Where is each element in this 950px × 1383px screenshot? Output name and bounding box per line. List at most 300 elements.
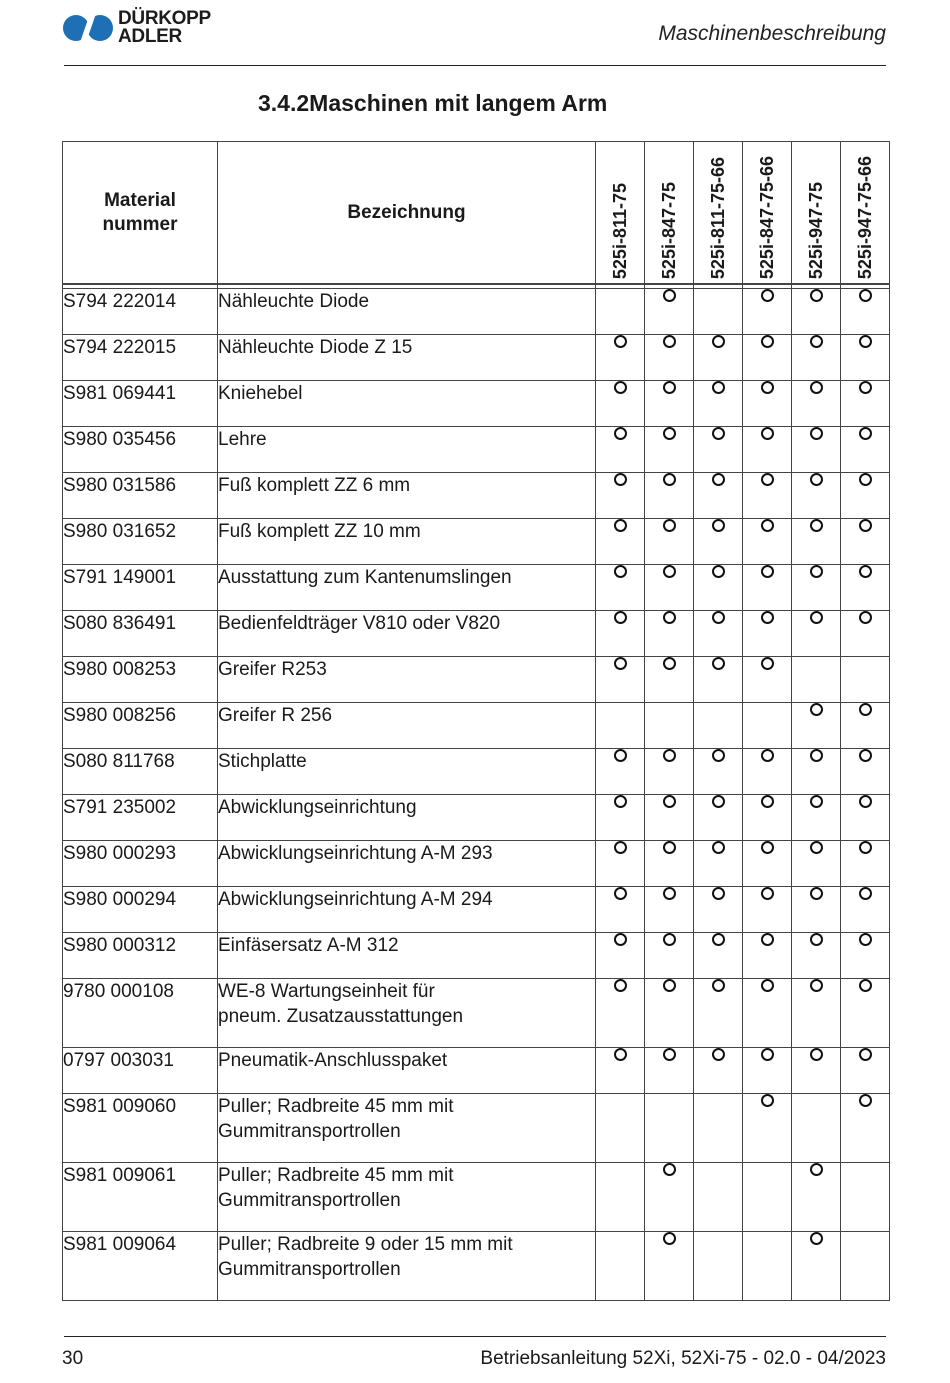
- material-number: S794 222014: [63, 289, 218, 335]
- availability-cell: [694, 1163, 743, 1232]
- availability-cell: [743, 1163, 792, 1232]
- material-number: S981 009064: [63, 1232, 218, 1301]
- availability-cell: [645, 381, 694, 427]
- availability-cell: [694, 703, 743, 749]
- availability-cell: [645, 887, 694, 933]
- availability-cell: [694, 381, 743, 427]
- availability-cell: [694, 933, 743, 979]
- availability-circle-icon: [712, 565, 725, 578]
- availability-cell: [743, 565, 792, 611]
- availability-circle-icon: [663, 611, 676, 624]
- part-description: Puller; Radbreite 9 oder 15 mm mit Gummitransportrollen: [218, 1232, 596, 1301]
- material-number: S980 031586: [63, 473, 218, 519]
- availability-circle-icon: [712, 381, 725, 394]
- availability-cell: [596, 565, 645, 611]
- table-row: [63, 887, 890, 933]
- availability-cell: [743, 427, 792, 473]
- availability-circle-icon: [859, 427, 872, 440]
- availability-circle-icon: [810, 979, 823, 992]
- material-number: S791 149001: [63, 565, 218, 611]
- availability-circle-icon: [859, 473, 872, 486]
- availability-circle-icon: [859, 1094, 872, 1107]
- availability-circle-icon: [810, 473, 823, 486]
- availability-cell: [596, 979, 645, 1048]
- availability-cell: [645, 427, 694, 473]
- table-row: [63, 1163, 890, 1232]
- availability-circle-icon: [859, 795, 872, 808]
- brand-logo-text: DÜRKOPP ADLER: [118, 8, 211, 47]
- availability-cell: [841, 795, 890, 841]
- table-header-row: [63, 142, 890, 285]
- availability-cell: [694, 289, 743, 335]
- part-description: Abwicklungseinrichtung A-M 293: [218, 841, 596, 887]
- availability-cell: [596, 289, 645, 335]
- part-description: Greifer R 256: [218, 703, 596, 749]
- availability-cell: [792, 565, 841, 611]
- availability-cell: [694, 657, 743, 703]
- availability-circle-icon: [859, 749, 872, 762]
- availability-circle-icon: [761, 289, 774, 302]
- machine-label: 525i-947-75: [806, 181, 826, 279]
- availability-cell: [596, 657, 645, 703]
- availability-cell: [841, 657, 890, 703]
- material-number: S791 235002: [63, 795, 218, 841]
- column-header-machine: [841, 142, 890, 285]
- table-row: [63, 381, 890, 427]
- material-number: S981 009061: [63, 1163, 218, 1232]
- availability-circle-icon: [810, 1048, 823, 1061]
- part-description: Nähleuchte Diode: [218, 289, 596, 335]
- part-description: Lehre: [218, 427, 596, 473]
- availability-cell: [743, 519, 792, 565]
- availability-cell: [841, 565, 890, 611]
- availability-circle-icon: [761, 933, 774, 946]
- availability-cell: [841, 381, 890, 427]
- column-header-bezeichnung: Bezeichnung: [218, 142, 596, 285]
- availability-circle-icon: [614, 381, 627, 394]
- availability-cell: [841, 611, 890, 657]
- availability-cell: [792, 979, 841, 1048]
- availability-cell: [792, 381, 841, 427]
- availability-cell: [841, 427, 890, 473]
- availability-circle-icon: [761, 611, 774, 624]
- availability-circle-icon: [761, 749, 774, 762]
- column-header-machine: [743, 142, 792, 285]
- availability-circle-icon: [712, 933, 725, 946]
- availability-cell: [841, 1048, 890, 1094]
- part-description: WE-8 Wartungseinheit für pneum. Zusatzausstattungen: [218, 979, 596, 1048]
- availability-cell: [694, 749, 743, 795]
- table-row: [63, 749, 890, 795]
- availability-circle-icon: [712, 427, 725, 440]
- part-description: Fuß komplett ZZ 6 mm: [218, 473, 596, 519]
- availability-circle-icon: [663, 289, 676, 302]
- availability-circle-icon: [859, 335, 872, 348]
- availability-circle-icon: [761, 1094, 774, 1107]
- availability-cell: [694, 795, 743, 841]
- part-description: Stichplatte: [218, 749, 596, 795]
- material-number: S980 008256: [63, 703, 218, 749]
- availability-circle-icon: [712, 979, 725, 992]
- availability-circle-icon: [663, 933, 676, 946]
- availability-cell: [792, 749, 841, 795]
- availability-circle-icon: [810, 335, 823, 348]
- availability-cell: [792, 1094, 841, 1163]
- availability-cell: [645, 1232, 694, 1301]
- availability-circle-icon: [663, 473, 676, 486]
- availability-cell: [743, 473, 792, 519]
- brand-logo: [62, 8, 232, 50]
- availability-circle-icon: [859, 289, 872, 302]
- machine-label: 525i-811-75: [610, 182, 630, 279]
- availability-circle-icon: [859, 887, 872, 900]
- column-header-machine: [645, 142, 694, 285]
- table-row: [63, 1094, 890, 1163]
- material-number: S981 009060: [63, 1094, 218, 1163]
- availability-cell: [596, 841, 645, 887]
- material-number: S980 031652: [63, 519, 218, 565]
- availability-cell: [596, 519, 645, 565]
- material-number: S794 222015: [63, 335, 218, 381]
- availability-cell: [645, 749, 694, 795]
- availability-circle-icon: [663, 1048, 676, 1061]
- availability-circle-icon: [859, 565, 872, 578]
- table-row: [63, 841, 890, 887]
- availability-cell: [743, 795, 792, 841]
- table-row: [63, 289, 890, 335]
- availability-cell: [792, 703, 841, 749]
- availability-cell: [645, 1163, 694, 1232]
- availability-cell: [645, 1048, 694, 1094]
- availability-cell: [596, 749, 645, 795]
- table-row: [63, 335, 890, 381]
- part-description: Ausstattung zum Kantenumslingen: [218, 565, 596, 611]
- availability-circle-icon: [761, 657, 774, 670]
- availability-circle-icon: [859, 703, 872, 716]
- availability-cell: [694, 519, 743, 565]
- availability-circle-icon: [614, 657, 627, 670]
- availability-cell: [743, 703, 792, 749]
- availability-circle-icon: [663, 1163, 676, 1176]
- table-row: [63, 1232, 890, 1301]
- availability-circle-icon: [614, 795, 627, 808]
- availability-cell: [694, 427, 743, 473]
- part-description: Nähleuchte Diode Z 15: [218, 335, 596, 381]
- availability-circle-icon: [614, 611, 627, 624]
- availability-cell: [792, 887, 841, 933]
- column-header-machine: [596, 142, 645, 285]
- availability-cell: [841, 335, 890, 381]
- availability-circle-icon: [761, 795, 774, 808]
- availability-cell: [694, 1048, 743, 1094]
- availability-cell: [841, 473, 890, 519]
- material-number: S080 836491: [63, 611, 218, 657]
- availability-cell: [792, 335, 841, 381]
- availability-cell: [596, 335, 645, 381]
- part-description: Puller; Radbreite 45 mm mit Gummitransportrollen: [218, 1094, 596, 1163]
- availability-cell: [743, 841, 792, 887]
- availability-circle-icon: [614, 749, 627, 762]
- availability-cell: [694, 887, 743, 933]
- column-header-machine: [792, 142, 841, 285]
- part-description: Abwicklungseinrichtung: [218, 795, 596, 841]
- availability-circle-icon: [810, 611, 823, 624]
- material-number: S980 008253: [63, 657, 218, 703]
- availability-cell: [743, 979, 792, 1048]
- availability-cell: [645, 289, 694, 335]
- availability-circle-icon: [810, 887, 823, 900]
- availability-cell: [596, 795, 645, 841]
- availability-cell: [743, 887, 792, 933]
- availability-cell: [645, 1094, 694, 1163]
- availability-cell: [694, 1232, 743, 1301]
- availability-circle-icon: [663, 381, 676, 394]
- availability-circle-icon: [614, 841, 627, 854]
- material-number: 0797 003031: [63, 1048, 218, 1094]
- availability-circle-icon: [859, 933, 872, 946]
- part-description: Greifer R253: [218, 657, 596, 703]
- availability-cell: [792, 1232, 841, 1301]
- availability-cell: [841, 1094, 890, 1163]
- availability-circle-icon: [712, 611, 725, 624]
- availability-cell: [743, 657, 792, 703]
- availability-cell: [596, 1163, 645, 1232]
- availability-circle-icon: [761, 519, 774, 532]
- document-reference: Betriebsanleitung 52Xi, 52Xi-75 - 02.0 - 04/2023: [480, 1348, 886, 1369]
- table-row: [63, 1048, 890, 1094]
- availability-cell: [792, 795, 841, 841]
- part-description: Einfäsersatz A-M 312: [218, 933, 596, 979]
- availability-cell: [841, 979, 890, 1048]
- availability-circle-icon: [663, 427, 676, 440]
- availability-cell: [694, 979, 743, 1048]
- availability-cell: [645, 335, 694, 381]
- availability-circle-icon: [712, 473, 725, 486]
- availability-cell: [792, 1048, 841, 1094]
- part-description: Bedienfeldträger V810 oder V820: [218, 611, 596, 657]
- availability-cell: [596, 1094, 645, 1163]
- availability-cell: [792, 473, 841, 519]
- table-row: [63, 657, 890, 703]
- availability-circle-icon: [712, 1048, 725, 1061]
- availability-cell: [841, 933, 890, 979]
- availability-circle-icon: [810, 933, 823, 946]
- availability-circle-icon: [859, 841, 872, 854]
- availability-circle-icon: [663, 795, 676, 808]
- column-header-machine: [694, 142, 743, 285]
- availability-cell: [743, 933, 792, 979]
- availability-circle-icon: [663, 657, 676, 670]
- availability-circle-icon: [810, 289, 823, 302]
- availability-circle-icon: [761, 427, 774, 440]
- parts-table: [62, 141, 890, 1301]
- availability-circle-icon: [761, 841, 774, 854]
- material-number: S981 069441: [63, 381, 218, 427]
- availability-circle-icon: [614, 1048, 627, 1061]
- machine-label: 525i-847-75: [659, 181, 679, 279]
- availability-cell: [645, 933, 694, 979]
- column-header-material-label: Material nummer: [102, 189, 178, 235]
- availability-cell: [645, 473, 694, 519]
- availability-circle-icon: [712, 749, 725, 762]
- availability-cell: [645, 795, 694, 841]
- availability-cell: [596, 611, 645, 657]
- part-description: Kniehebel: [218, 381, 596, 427]
- availability-cell: [743, 335, 792, 381]
- availability-cell: [645, 519, 694, 565]
- availability-circle-icon: [614, 519, 627, 532]
- table-body: [63, 289, 890, 1301]
- table-row: [63, 703, 890, 749]
- table-row: [63, 611, 890, 657]
- table-row: [63, 427, 890, 473]
- availability-cell: [645, 841, 694, 887]
- table-row: [63, 519, 890, 565]
- machine-label: 525i-811-75-66: [708, 156, 728, 279]
- availability-circle-icon: [663, 887, 676, 900]
- table-row: [63, 473, 890, 519]
- availability-circle-icon: [761, 1048, 774, 1061]
- availability-circle-icon: [663, 565, 676, 578]
- table-row: [63, 565, 890, 611]
- header-divider: [64, 65, 886, 66]
- availability-circle-icon: [810, 565, 823, 578]
- availability-circle-icon: [810, 381, 823, 394]
- availability-circle-icon: [712, 335, 725, 348]
- availability-circle-icon: [859, 381, 872, 394]
- availability-cell: [596, 703, 645, 749]
- availability-cell: [743, 1094, 792, 1163]
- availability-circle-icon: [663, 749, 676, 762]
- availability-circle-icon: [663, 1232, 676, 1245]
- availability-circle-icon: [761, 473, 774, 486]
- availability-cell: [596, 1232, 645, 1301]
- availability-cell: [694, 841, 743, 887]
- availability-circle-icon: [663, 519, 676, 532]
- part-description: Abwicklungseinrichtung A-M 294: [218, 887, 596, 933]
- availability-circle-icon: [663, 979, 676, 992]
- availability-cell: [841, 519, 890, 565]
- availability-cell: [645, 979, 694, 1048]
- availability-cell: [743, 381, 792, 427]
- availability-circle-icon: [810, 841, 823, 854]
- availability-circle-icon: [859, 979, 872, 992]
- availability-cell: [841, 887, 890, 933]
- availability-cell: [645, 657, 694, 703]
- availability-cell: [596, 933, 645, 979]
- availability-circle-icon: [810, 1163, 823, 1176]
- footer-divider: [64, 1336, 886, 1337]
- material-number: 9780 000108: [63, 979, 218, 1048]
- part-description: Puller; Radbreite 45 mm mit Gummitransportrollen: [218, 1163, 596, 1232]
- availability-cell: [596, 427, 645, 473]
- availability-circle-icon: [712, 841, 725, 854]
- material-number: S980 000312: [63, 933, 218, 979]
- page-title: 3.4.2Maschinen mit langem Arm: [258, 90, 608, 116]
- part-description: Pneumatik-Anschlusspaket: [218, 1048, 596, 1094]
- availability-circle-icon: [712, 519, 725, 532]
- material-number: S980 035456: [63, 427, 218, 473]
- availability-circle-icon: [712, 795, 725, 808]
- availability-circle-icon: [663, 335, 676, 348]
- section-header: Maschinenbeschreibung: [658, 22, 886, 45]
- availability-circle-icon: [761, 381, 774, 394]
- availability-circle-icon: [614, 933, 627, 946]
- availability-cell: [694, 611, 743, 657]
- availability-cell: [694, 1094, 743, 1163]
- availability-cell: [743, 289, 792, 335]
- availability-cell: [841, 703, 890, 749]
- availability-cell: [596, 473, 645, 519]
- availability-cell: [645, 703, 694, 749]
- availability-cell: [792, 519, 841, 565]
- availability-circle-icon: [761, 979, 774, 992]
- availability-circle-icon: [810, 795, 823, 808]
- availability-cell: [792, 933, 841, 979]
- availability-cell: [792, 841, 841, 887]
- availability-cell: [743, 1048, 792, 1094]
- availability-circle-icon: [712, 887, 725, 900]
- availability-cell: [792, 289, 841, 335]
- machine-label: 525i-947-75-66: [855, 155, 875, 279]
- availability-circle-icon: [859, 519, 872, 532]
- availability-circle-icon: [761, 565, 774, 578]
- availability-circle-icon: [810, 749, 823, 762]
- brand-logo-icon: [62, 8, 114, 48]
- table-row: [63, 933, 890, 979]
- availability-circle-icon: [712, 657, 725, 670]
- availability-circle-icon: [614, 887, 627, 900]
- availability-cell: [694, 335, 743, 381]
- material-number: S080 811768: [63, 749, 218, 795]
- availability-circle-icon: [614, 473, 627, 486]
- availability-cell: [792, 611, 841, 657]
- availability-cell: [694, 473, 743, 519]
- availability-circle-icon: [761, 887, 774, 900]
- availability-circle-icon: [761, 335, 774, 348]
- availability-circle-icon: [663, 841, 676, 854]
- availability-circle-icon: [614, 427, 627, 440]
- availability-cell: [841, 289, 890, 335]
- availability-cell: [743, 1232, 792, 1301]
- availability-cell: [645, 611, 694, 657]
- availability-cell: [841, 749, 890, 795]
- part-description: Fuß komplett ZZ 10 mm: [218, 519, 596, 565]
- availability-circle-icon: [810, 1232, 823, 1245]
- availability-circle-icon: [859, 611, 872, 624]
- availability-circle-icon: [614, 565, 627, 578]
- availability-cell: [792, 1163, 841, 1232]
- availability-cell: [596, 1048, 645, 1094]
- availability-cell: [841, 841, 890, 887]
- availability-circle-icon: [859, 1048, 872, 1061]
- availability-cell: [645, 565, 694, 611]
- availability-circle-icon: [810, 427, 823, 440]
- availability-cell: [694, 565, 743, 611]
- availability-cell: [841, 1163, 890, 1232]
- material-number: S980 000294: [63, 887, 218, 933]
- availability-circle-icon: [810, 703, 823, 716]
- availability-cell: [792, 427, 841, 473]
- availability-circle-icon: [614, 335, 627, 348]
- availability-cell: [841, 1232, 890, 1301]
- availability-cell: [743, 749, 792, 795]
- table-row: [63, 795, 890, 841]
- availability-cell: [743, 611, 792, 657]
- availability-cell: [792, 657, 841, 703]
- table-row: [63, 979, 890, 1048]
- availability-cell: [596, 887, 645, 933]
